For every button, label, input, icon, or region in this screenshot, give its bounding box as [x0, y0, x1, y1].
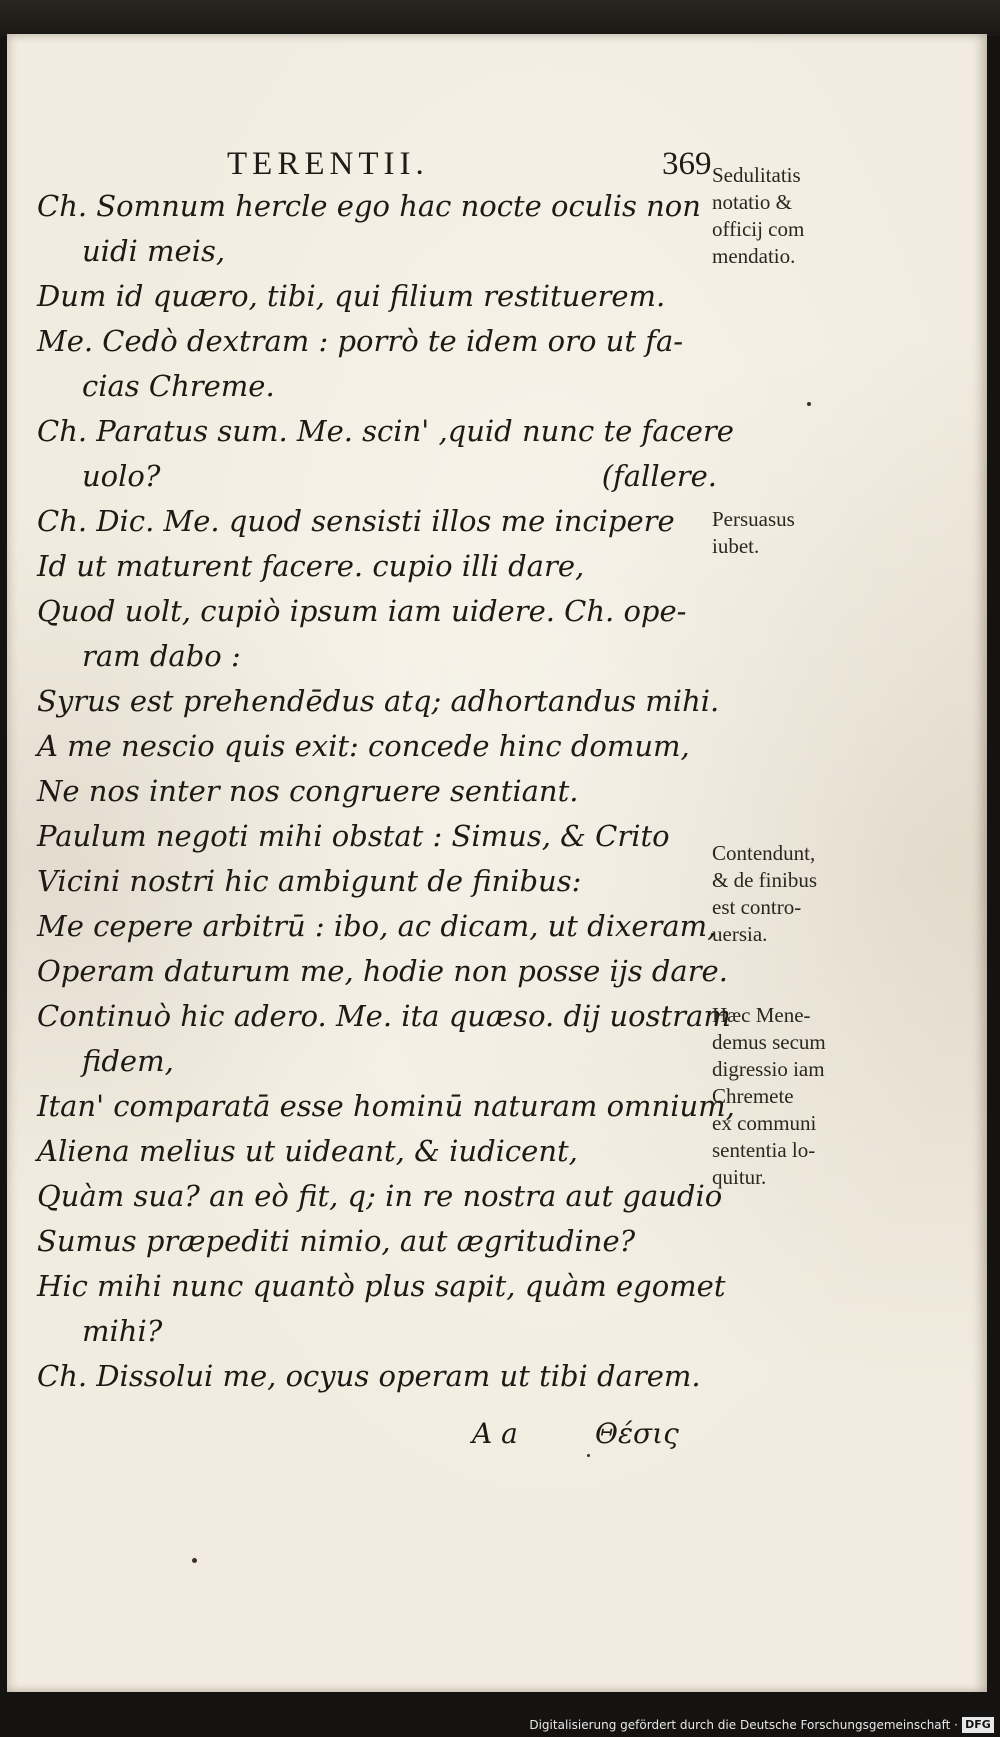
neighbouring-page-edge — [0, 0, 1000, 36]
verse-line: Itan' comparatā esse hominū naturam omnium, — [37, 1089, 735, 1123]
verse-line: cias Chreme. — [82, 369, 275, 403]
verse-line: Hic mihi nunc quantò plus sapit, quàm egomet — [37, 1269, 726, 1303]
margin-note-line: digressio iam — [712, 1057, 825, 1081]
paper-fleck — [807, 402, 811, 406]
verse-line: Me cepere arbitrū : ibo, ac dicam, ut dixeram, — [37, 909, 717, 943]
verse-line: Ch. Somnum hercle ego hac nocte oculis non — [37, 189, 701, 223]
margin-note-line: quitur. — [712, 1165, 767, 1189]
margin-note — [712, 840, 882, 948]
margin-note — [712, 162, 882, 270]
verse-line: ram dabo : — [82, 639, 241, 673]
book-page — [7, 34, 987, 1692]
margin-note-line: est contro- — [712, 895, 802, 919]
margin-note — [712, 1002, 882, 1191]
verse-line: Id ut maturent facere. cupio illi dare, — [37, 549, 585, 583]
margin-note — [712, 506, 882, 560]
verse-line: Dum id quæro, tibi, qui filium restituerem. — [37, 279, 666, 313]
verse-line: Aliena melius ut uideant, & iudicent, — [37, 1134, 578, 1168]
verse-line: Ch. Dic. Me. quod sensisti illos me incipere — [37, 504, 675, 538]
verse-line: Ne nos inter nos congruere sentiant. — [37, 774, 579, 808]
verse-line: Me. Cedò dextram : porrò te idem oro ut fa- — [37, 324, 684, 358]
verse-line: Quàm sua? an eò fit, q; in re nostra aut gaudio — [37, 1179, 723, 1213]
margin-note-line: Persuasus — [712, 507, 795, 531]
margin-note-line: & de finibus — [712, 868, 817, 892]
verse-turnover: (fallere. — [601, 459, 717, 493]
paper-fleck — [192, 1558, 197, 1563]
digitization-credit: Digitalisierung gefördert durch die Deutsche Forschungsgemeinschaft · — [529, 1718, 958, 1732]
dfg-logo: DFG — [962, 1717, 994, 1733]
margin-note-line: Hæc Mene- — [712, 1003, 811, 1027]
margin-note-line: demus secum — [712, 1030, 826, 1054]
paper-fleck — [587, 1454, 590, 1457]
margin-note-line: Contendunt, — [712, 841, 816, 865]
verse-line: Sumus præpediti nimio, aut ægritudine? — [37, 1224, 636, 1258]
margin-note-line: mendatio. — [712, 244, 796, 268]
verse-line: Paulum negoti mihi obstat : Simus, & Crito — [37, 819, 670, 853]
margin-note-line: ex communi — [712, 1111, 817, 1135]
signature-mark: A a — [472, 1417, 518, 1450]
verse-line: Vicini nostri hic ambigunt de finibus: — [37, 864, 582, 898]
margin-note-line: sententia lo- — [712, 1138, 816, 1162]
verse-line: Continuò hic adero. Me. ita quæso. dij uostram — [37, 999, 731, 1033]
catchword: Θέσις — [595, 1417, 679, 1450]
verse-line: Ch. Paratus sum. Me. scin' ,quid nunc te facere — [37, 414, 734, 448]
verse-line: Ch. Dissolui me, ocyus operam ut tibi darem. — [37, 1359, 701, 1393]
verse-line: mihi? — [82, 1314, 163, 1348]
running-head: TERENTII. — [227, 146, 429, 182]
margin-note-line: Chremete — [712, 1084, 794, 1108]
margin-note-line: notatio & — [712, 190, 792, 214]
verse-line: A me nescio quis exit: concede hinc domum, — [37, 729, 690, 763]
margin-note-line: Sedulitatis — [712, 163, 801, 187]
page-number: 369 — [662, 146, 712, 182]
margin-note-line: uersia. — [712, 922, 768, 946]
verse-line: Syrus est prehendēdus atq; adhortandus mihi. — [37, 684, 720, 718]
verse-line: fidem, — [82, 1044, 174, 1078]
verse-line: Quod uolt, cupiò ipsum iam uidere. Ch. ope- — [37, 594, 687, 628]
verse-line: uidi meis, — [82, 234, 226, 268]
verse-text-block: Ch. Somnum hercle ego hac nocte oculis non uidi meis, Dum id quæro, tibi, qui filium restituerem. Me. Cedò dextram : porrò te idem oro ut fa- cias Chreme. Ch. Paratus sum. Me. scin' ,quid nunc te facere uolo? (fallere. Ch. Dic. Me. quod sensisti illos me incipere Id ut maturent facere. cupio illi dare, Quod uolt, cupiò ipsum iam uidere. Ch. ope- ram dabo : Syrus est prehendēdus atq; adhortandus mihi. A me nescio quis exit: concede hinc domum, Ne nos inter nos congruere sentiant. Paulum negoti mihi obstat : Simus, & Crito Vicini nostri hic ambigunt de finibus: Me cepere arbitrū : ibo, ac dicam, ut dixeram, Operam daturum me, hodie non posse ijs dare. Continuò hic adero. Me. ita quæso. dij uostram fidem, Itan' comparatā esse hominū naturam omnium, Aliena melius ut uideant, & iudicent, Quàm sua? an eò fit, q; in re nostra aut gaudio Sumus præpediti nimio, aut ægritudine? Hic mihi nunc quantò plus sapit, quàm egomet mihi? Ch. Dissolui me, ocyus operam ut tibi darem. — [37, 184, 737, 1399]
verse-line: Operam daturum me, hodie non posse ijs dare. — [37, 954, 728, 988]
margin-note-line: iubet. — [712, 534, 760, 558]
margin-note-line: officij com — [712, 217, 805, 241]
